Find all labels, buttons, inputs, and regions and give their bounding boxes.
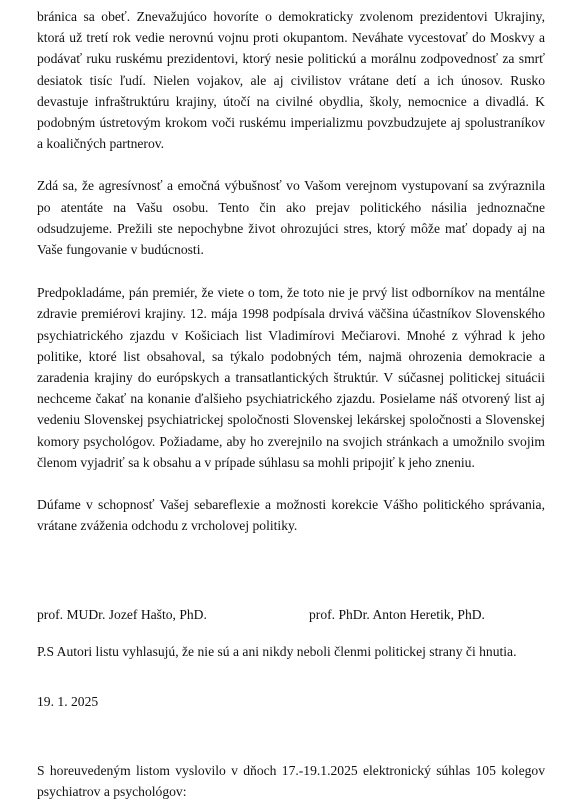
paragraph-4: Dúfame v schopnosť Vašej sebareflexie a možnosti korekcie Vášho politického správania, vrátane zváženia odchodu z vrcholovej politiky. bbox=[37, 497, 545, 534]
letter-page bbox=[37, 6, 545, 799]
paragraph-1: bránica sa obeť. Znevažujúco hovoríte o demokraticky zvolenom prezidentovi Ukrajiny, ktorá už tretí rok vedie nerovnú vojnu proti okupantom. Neváhate vycestovať do Moskvy a podávať ruku ruskému prezidentovi, ktorý nesie politickú a morálnu zodpovednosť za smrť desiatok tisíc ľudí. Nielen vojakov, ale aj civilistov vrátane detí a ich únosov. Rusko devastuje infraštruktúru krajiny, útočí na civilné obydlia, školy, nemocnice a divadlá. K podobným ústretovým krokom voči ruskému imperializmu povzbudzujete aj spolustraníkov a koaličných partnerov. bbox=[37, 9, 545, 152]
postscript: P.S Autori listu vyhlasujú, že nie sú a ani nikdy neboli členmi politickej strany či hnutia. bbox=[37, 644, 517, 659]
signature-hasto: prof. MUDr. Jozef Hašto, PhD. bbox=[37, 607, 207, 622]
paragraph-2: Zdá sa, že agresívnosť a emočná výbušnosť vo Vašom verejnom vystupovaní sa zvýraznila po atentáte na Vašu osobu. Tento čin ako prejav politického násilia jednoznačne odsudzujeme. Prežili ste nepochybne život ohrozujúci stres, ktorý môže mať dopady aj na Vaše fungovanie v budúcnosti. bbox=[37, 178, 545, 258]
letter-date: 19. 1. 2025 bbox=[37, 694, 99, 709]
signature-heretik: prof. PhDr. Anton Heretik, PhD. bbox=[309, 607, 485, 622]
closing-statement: S horeuvedeným listom vyslovilo v dňoch 17.-19.1.2025 elektronický súhlas 105 kolegov psychiatrov a psychológov: bbox=[37, 763, 545, 799]
paragraph-3: Predpokladáme, pán premiér, že viete o tom, že toto nie je prvý list odborníkov na mentálne zdravie premiérovi krajiny. 12. mája 1998 podpísala drvivá väčšina účastníkov Slovenského psychiatrického zjazdu v Košiciach list Vladimírovi Mečiarovi. Mnohé z výhrad k jeho politike, ktoré list obsahoval, sa týkalo podobných tém, najmä ohrozenia demokracie a zaradenia krajiny do európskych a transatlantických štruktúr. V súčasnej politickej situácii nechceme čakať na konanie ďalšieho psychiatrického zjazdu. Posielame náš otvorený list aj vedeniu Slovenskej psychiatrickej spoločnosti Slovenskej lekárskej spoločnosti a Slovenskej komory psychológov. Požiadame, aby ho zverejnilo na svojich stránkach a umožnilo svojim členom vyjadriť sa k obsahu a v prípade súhlasu sa mohli pripojiť k jeho zneniu. bbox=[37, 285, 545, 470]
